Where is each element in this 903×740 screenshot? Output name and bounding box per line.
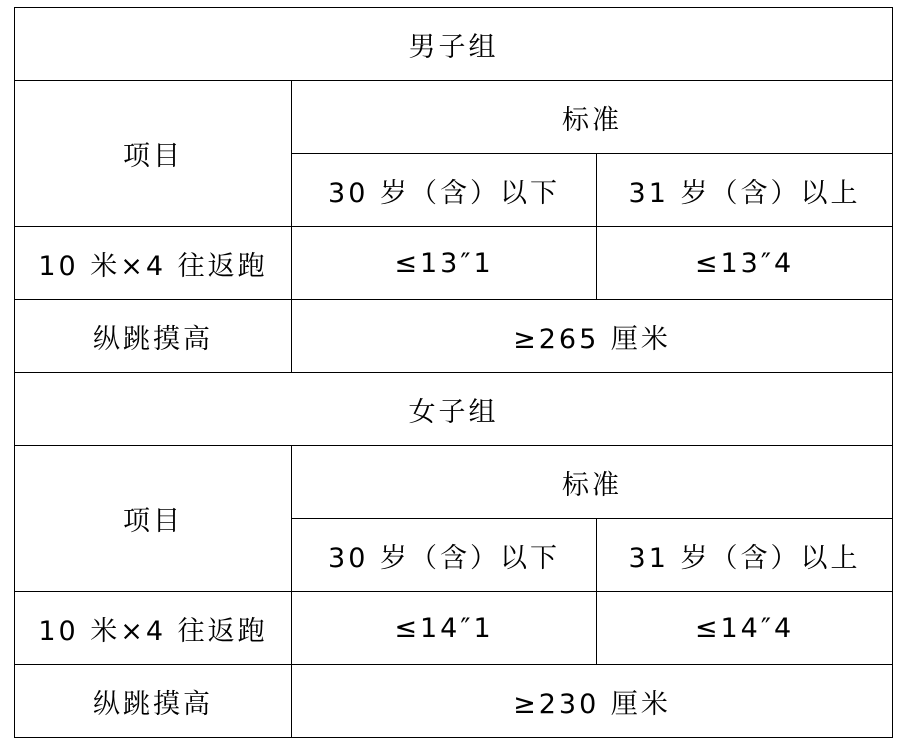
table-row [15, 592, 893, 665]
value-over-31: ≤14″4 [597, 592, 893, 665]
header-row [15, 446, 893, 519]
fitness-standards-table [14, 7, 893, 738]
item-header: 项目 [15, 81, 292, 227]
item-shuttle-run: 10 米×4 往返跑 [15, 592, 292, 665]
age-header-under-30: 30 岁（含）以下 [292, 154, 597, 227]
table-row [15, 665, 893, 738]
standard-header: 标准 [292, 81, 893, 154]
age-header-over-31: 31 岁（含）以上 [597, 519, 893, 592]
group-title-row [15, 373, 893, 446]
group-title-male: 男子组 [15, 8, 893, 81]
age-header-under-30: 30 岁（含）以下 [292, 519, 597, 592]
value-merged: ≥265 厘米 [292, 300, 893, 373]
age-header-over-31: 31 岁（含）以上 [597, 154, 893, 227]
item-header: 项目 [15, 446, 292, 592]
item-vertical-jump: 纵跳摸高 [15, 300, 292, 373]
item-shuttle-run: 10 米×4 往返跑 [15, 227, 292, 300]
value-under-30: ≤13″1 [292, 227, 597, 300]
value-under-30: ≤14″1 [292, 592, 597, 665]
table-row [15, 300, 893, 373]
header-row [15, 81, 893, 154]
value-over-31: ≤13″4 [597, 227, 893, 300]
group-title-row [15, 8, 893, 81]
value-merged: ≥230 厘米 [292, 665, 893, 738]
group-title-female: 女子组 [15, 373, 893, 446]
table-row [15, 227, 893, 300]
standard-header: 标准 [292, 446, 893, 519]
item-vertical-jump: 纵跳摸高 [15, 665, 292, 738]
